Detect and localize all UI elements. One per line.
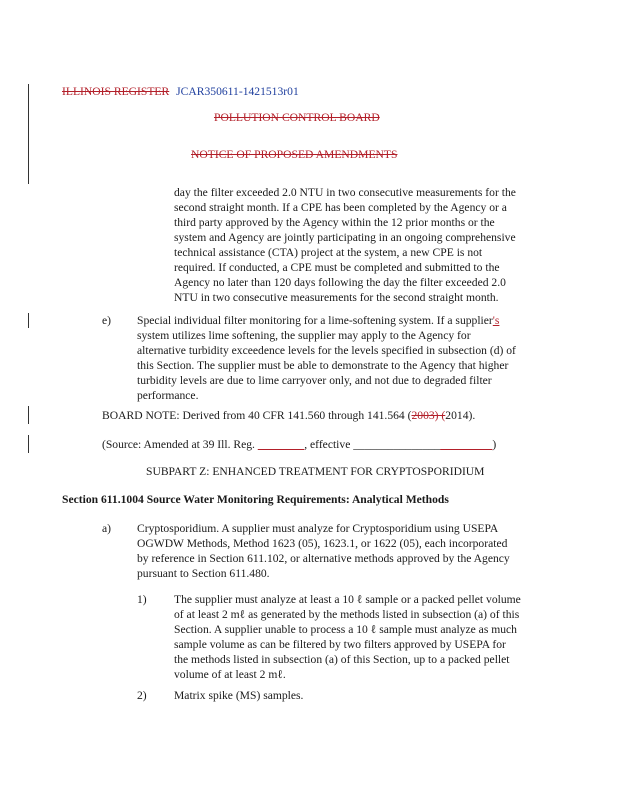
text-line: turbidity levels are due to lime carryover only, and not due to degraded filter <box>137 374 492 387</box>
inserted-text: 's <box>492 314 500 327</box>
text-line: OGWDW Methods, Method 1623 (05), 1623.1, or 1622 (05), each incorporated <box>137 537 508 550</box>
register-struck: ILLINOIS REGISTER <box>62 85 170 98</box>
text-line: NTU in two consecutive measurements for the second straight month. <box>174 291 499 304</box>
blank-field: _______________ <box>353 438 441 451</box>
blank-field: _________ <box>440 438 493 451</box>
text-line: Agency no later than 120 days following the day the filter exceeded 2.0 <box>174 276 506 289</box>
text-line: required. If conducted, a CPE must be completed and submitted to the <box>174 261 500 274</box>
text-line: pursuant to Section 611.480. <box>137 567 270 580</box>
change-bar <box>28 84 29 184</box>
text-line: by reference in Section 611.102, or alternative methods approved by the Agency <box>137 552 510 565</box>
change-bar <box>28 406 29 424</box>
text-line: of at least 2 mℓ as generated by the methods listed in subsection (a) of this <box>174 608 520 621</box>
text-line: second straight month. If a CPE has been completed by the Agency or a <box>174 201 507 214</box>
text-line: technical assistance (CTA) project at the system, a new CPE is not <box>174 246 483 259</box>
text-line: system and Agency are jointly participating in an ongoing comprehensive <box>174 231 516 244</box>
board-note-text: BOARD NOTE: Derived from 40 CFR 141.560 through 141.564 ( <box>102 409 412 422</box>
text-line: volume of at least 2 mℓ. <box>174 668 286 681</box>
text-line: this Section. The supplier must be able to demonstrate to the Agency that higher <box>137 359 509 372</box>
item-e-label: e) <box>102 314 112 327</box>
source-text: (Source: Amended at 39 Ill. Reg. <box>102 438 258 451</box>
change-bar <box>28 313 29 328</box>
text-line: Section. A supplier unable to process a 10 ℓ sample must analyze as much <box>174 623 517 636</box>
text-line <box>137 313 499 328</box>
item-2-label: 2) <box>137 689 147 702</box>
text-line: system utilizes lime softening, the supplier may apply to the Agency for <box>137 329 471 342</box>
blank-field: ________ <box>257 438 305 451</box>
text-line: Cryptosporidium. A supplier must analyze for Cryptosporidium using USEPA <box>137 522 499 535</box>
board-note <box>102 408 475 423</box>
subpart-heading: SUBPART Z: ENHANCED TREATMENT FOR CRYPTOSPORIDIUM <box>146 465 485 478</box>
text-line: day the filter exceeded 2.0 NTU in two consecutive measurements for the <box>174 186 516 199</box>
section-heading: Section 611.1004 Source Water Monitoring Requirements: Analytical Methods <box>62 493 449 506</box>
board-note-end: 2014). <box>445 409 476 422</box>
register-header <box>62 84 299 99</box>
text-line: the methods listed in subsection (a) of this Section, up to a packed pellet <box>174 653 510 666</box>
text-line: performance. <box>137 389 199 402</box>
source-mid: , effective <box>304 438 354 451</box>
item-1-label: 1) <box>137 593 147 606</box>
board-header: POLLUTION CONTROL BOARD <box>214 111 380 124</box>
text-line: third party approved by the Agency within the 12 prior months or the <box>174 216 495 229</box>
text-line: The supplier must analyze at least a 10 ℓ sample or a packed pellet volume <box>174 593 521 606</box>
source-end: ) <box>492 438 497 451</box>
notice-header: NOTICE OF PROPOSED AMENDMENTS <box>191 148 398 161</box>
struck-text: 2003) ( <box>411 409 446 422</box>
text-line: sample volume as can be filtered by two filters approved by USEPA for <box>174 638 506 651</box>
source-note <box>102 437 496 452</box>
text-line: alternative turbidity exceedence levels for the levels specified in subsection (d) of <box>137 344 516 357</box>
text-line: Matrix spike (MS) samples. <box>174 689 304 702</box>
text-span: Special individual filter monitoring for a lime-softening system. If a supplier <box>137 314 493 327</box>
change-bar <box>28 435 29 453</box>
jcar-code: JCAR350611-1421513r01 <box>176 85 299 98</box>
item-a-label: a) <box>102 522 112 535</box>
